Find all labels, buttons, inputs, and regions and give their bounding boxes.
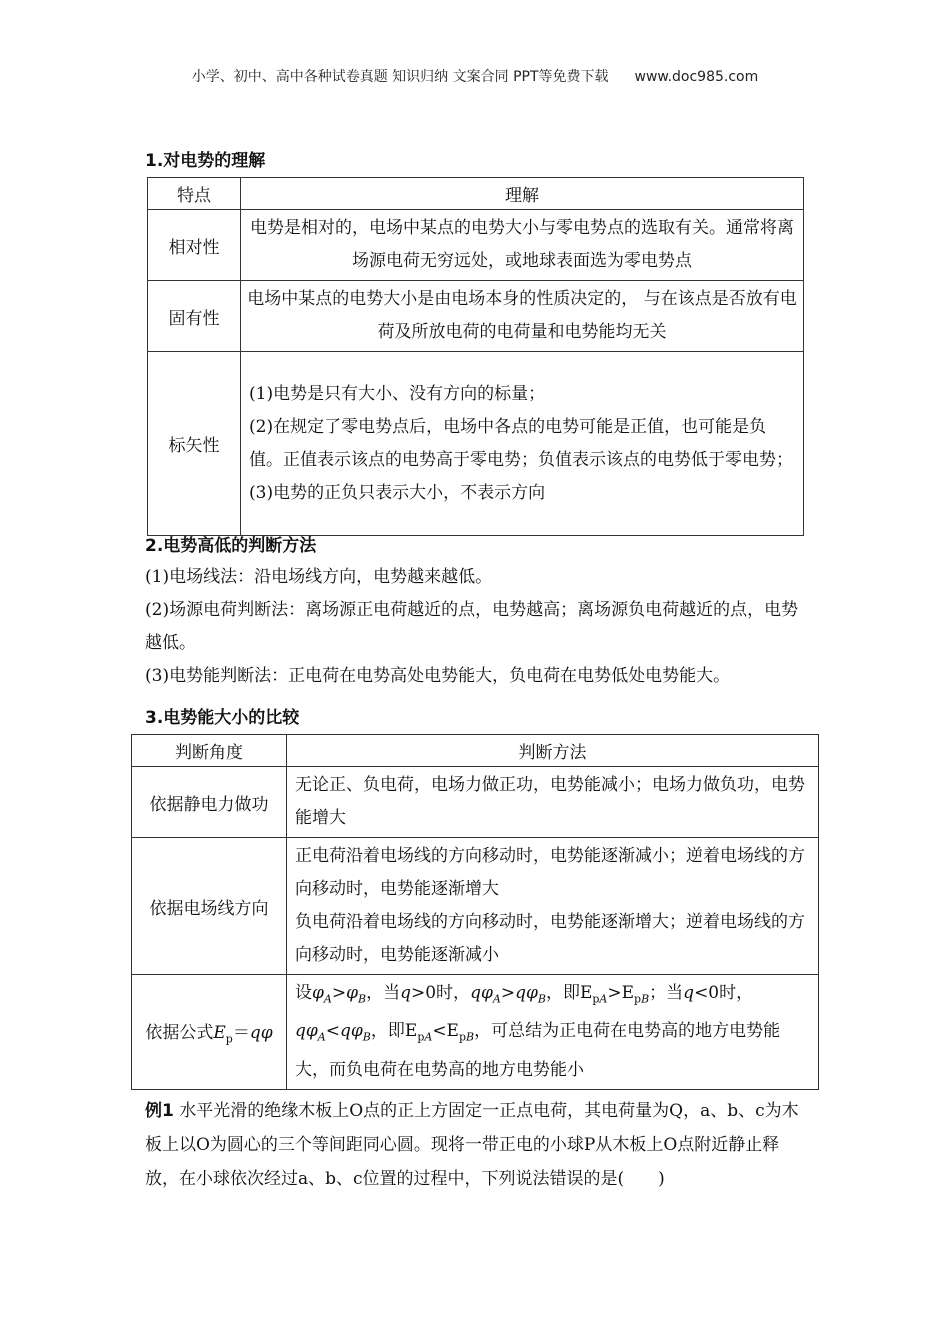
header-url[interactable]: www.doc985.com [634, 69, 759, 85]
example-1 [145, 1094, 812, 1196]
feature-cell: 相对性 [148, 210, 241, 281]
list-item: (3)电势的正负只表示大小，不表示方向 [249, 482, 546, 503]
table-row [148, 281, 804, 352]
angle-cell: 依据静电力做功 [132, 767, 287, 838]
table-row [132, 838, 819, 975]
page-header [0, 66, 950, 86]
col-header-feature: 特点 [148, 178, 241, 210]
table-row [148, 352, 804, 536]
list-item: (1)电势是只有大小、没有方向的标量； [249, 383, 546, 404]
section3-title: 3.电势能大小的比较 [145, 708, 300, 728]
list-item: (2)场源电荷判断法：离场源正电荷越近的点，电势越高；离场源负电荷越近的点，电势越低。 [145, 600, 799, 653]
header-text: 小学、初中、高中各种试卷真题 知识归纳 文案合同 PPT等免费下载 [191, 69, 609, 85]
col-header-understanding: 理解 [241, 178, 804, 210]
table-row [132, 767, 819, 838]
understanding-cell: 电势是相对的，电场中某点的电势大小与零电势点的选取有关。通常将离场源电荷无穷远处，或地球表面选为零电势点 [241, 210, 804, 281]
method-cell [287, 838, 819, 975]
energy-table [131, 734, 819, 1090]
feature-cell: 固有性 [148, 281, 241, 352]
list-item: (1)电场线法：沿电场线方向，电势越来越低。 [145, 567, 493, 587]
table-header-row [132, 735, 819, 767]
example-label: 例1 [145, 1101, 174, 1121]
section2-list [145, 561, 810, 693]
table-row [148, 210, 804, 281]
col-header-angle: 判断角度 [132, 735, 287, 767]
potential-table [147, 177, 804, 536]
list-item: (3)电势能判断法：正电荷在电势高处电势能大，负电荷在电势低处电势能大。 [145, 666, 731, 686]
method-cell: 设$\varphi_A>\varphi_B$，当q>0时，$q\varphi_A>q\varphi_B$，即$E_{pA}>E_{pB}$；当q<0时，$q\varphi_A<q\varphi_B$，即$E_{pA}<E_{pB}$，可总结为正电荷在电势高的地方电势能大，而负电荷在电势高的地方电势能小 [287, 975, 819, 1090]
example-text: 水平光滑的绝缘木板上O点的正上方固定一正点电荷，其电荷量为Q，a、b、c为木板上以O为圆心的三个等间距同心圆。现将一带正电的小球P从木板上O点附近静止释放，在小球依次经过a、b、c位置的过程中，下列说法错误的是( ) [145, 1101, 799, 1189]
list-item: 负电荷沿着电场线的方向移动时，电势能逐渐增大；逆着电场线的方向移动时，电势能逐渐减小 [295, 912, 805, 965]
table-row [132, 975, 819, 1090]
section2-title: 2.电势高低的判断方法 [145, 536, 317, 556]
table-header-row [148, 178, 804, 210]
list-item: 正电荷沿着电场线的方向移动时，电势能逐渐减小；逆着电场线的方向移动时，电势能逐渐增大 [295, 846, 805, 899]
angle-cell: 依据公式$E_p=q\varphi$ [132, 975, 287, 1090]
understanding-cell [241, 352, 804, 536]
list-item: (2)在规定了零电势点后，电场中各点的电势可能是正值，也可能是负值。正值表示该点的电势高于零电势；负值表示该点的电势低于零电势； [249, 416, 793, 470]
understanding-cell: 电场中某点的电势大小是由电场本身的性质决定的， 与在该点是否放有电荷及所放电荷的电荷量和电势能均无关 [241, 281, 804, 352]
feature-cell: 标矢性 [148, 352, 241, 536]
col-header-method: 判断方法 [287, 735, 819, 767]
section1-title: 1.对电势的理解 [145, 151, 266, 171]
method-cell: 无论正、负电荷，电场力做正功，电势能减小；电场力做负功，电势能增大 [287, 767, 819, 838]
angle-prefix: 依据公式 [145, 1023, 214, 1044]
angle-cell: 依据电场线方向 [132, 838, 287, 975]
